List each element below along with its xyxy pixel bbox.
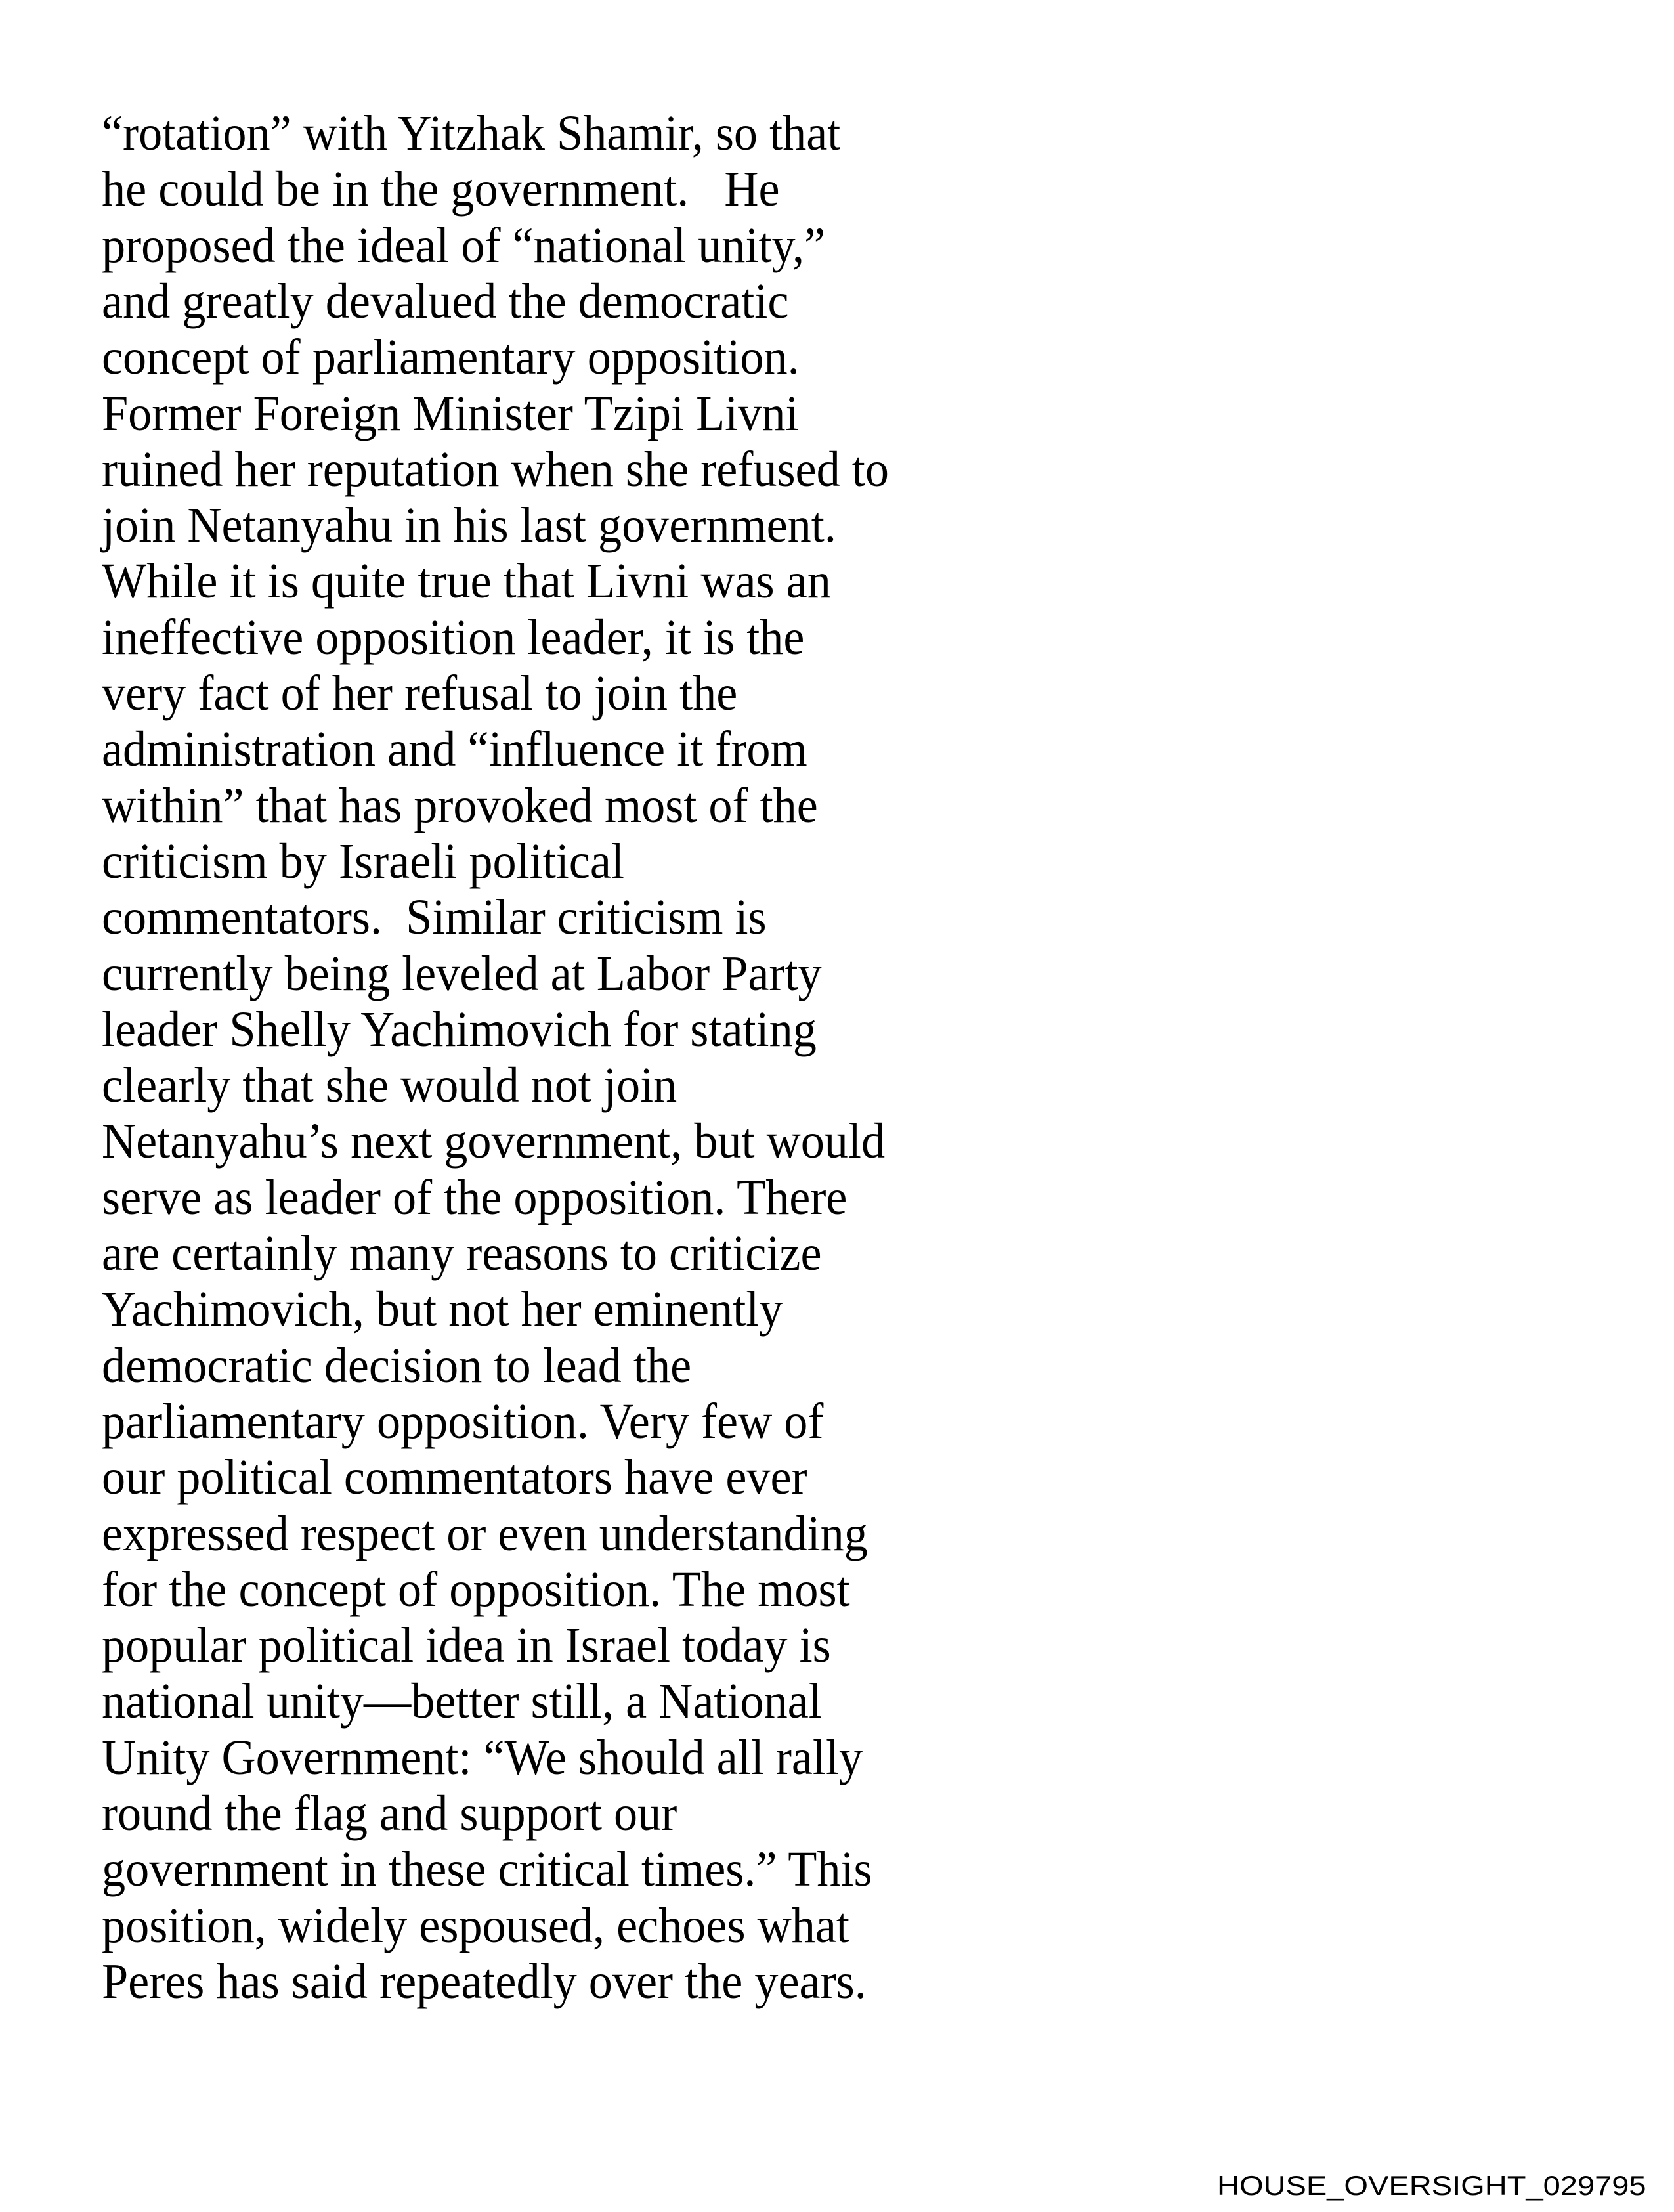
text-line: and greatly devalued the democratic <box>102 273 789 329</box>
text-line: clearly that she would not join <box>102 1058 677 1114</box>
text-line: within” that has provoked most of the <box>102 777 818 833</box>
text-line: concept of parliamentary opposition. <box>102 330 800 385</box>
text-line: democratic decision to lead the <box>102 1337 692 1393</box>
text-line: join Netanyahu in his last government. <box>102 498 836 553</box>
text-line: Yachimovich, but not her eminently <box>102 1282 783 1337</box>
text-line: ruined her reputation when she refused to <box>102 441 889 497</box>
text-line: leader Shelly Yachimovich for stating <box>102 1001 817 1057</box>
text-line: Unity Government: “We should all rally <box>102 1729 863 1785</box>
text-line: expressed respect or even understanding <box>102 1506 868 1561</box>
text-line: he could be in the government. He <box>102 162 780 217</box>
text-line: are certainly many reasons to criticize <box>102 1226 822 1281</box>
text-line: for the concept of opposition. The most <box>102 1561 850 1617</box>
text-line: ineffective opposition leader, it is the <box>102 609 805 665</box>
text-line: Peres has said repeatedly over the years. <box>102 1953 867 2009</box>
text-line: our political commentators have ever <box>102 1450 807 1506</box>
text-line: Netanyahu’s next government, but would <box>102 1114 886 1169</box>
text-line: proposed the ideal of “national unity,” <box>102 217 826 273</box>
text-line: commentators. Similar criticism is <box>102 890 767 945</box>
text-line: parliamentary opposition. Very few of <box>102 1393 824 1449</box>
text-line: popular political idea in Israel today is <box>102 1618 831 1674</box>
text-line: criticism by Israeli political <box>102 833 624 889</box>
text-line: While it is quite true that Livni was an <box>102 553 831 609</box>
text-line: Former Foreign Minister Tzipi Livni <box>102 385 799 441</box>
text-line: currently being leveled at Labor Party <box>102 945 822 1001</box>
bates-number: HOUSE_OVERSIGHT_029795 <box>1217 2170 1646 2201</box>
text-line: national unity—better still, a National <box>102 1674 822 1729</box>
text-line: position, widely espoused, echoes what <box>102 1898 849 1953</box>
text-line: serve as leader of the opposition. There <box>102 1169 848 1225</box>
text-line: round the flag and support our <box>102 1786 677 1841</box>
text-line: “rotation” with Yitzhak Shamir, so that <box>102 106 841 161</box>
text-line: administration and “influence it from <box>102 722 807 777</box>
text-line: government in these critical times.” This <box>102 1842 872 1898</box>
text-line: very fact of her refusal to join the <box>102 666 738 721</box>
